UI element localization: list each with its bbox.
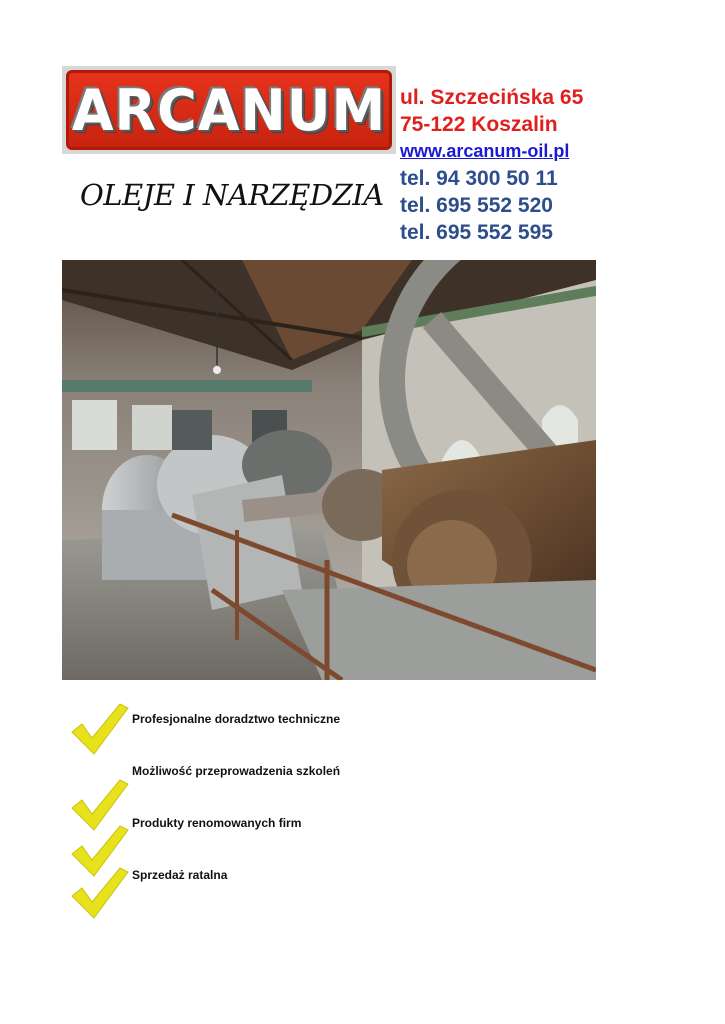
website-link[interactable]: www.arcanum-oil.pl: [400, 141, 570, 161]
benefit-label: Sprzedaż ratalna: [132, 868, 228, 882]
benefit-label: Produkty renomowanych firm: [132, 816, 302, 830]
phone-1: tel. 94 300 50 11: [400, 167, 558, 190]
contact-block: [400, 84, 583, 246]
phone-2: tel. 695 552 520: [400, 194, 553, 217]
checkmark-icon: [68, 700, 130, 756]
benefit-item: [60, 752, 460, 812]
logo-badge: [66, 70, 392, 150]
address-city: 75-122 Koszalin: [400, 113, 558, 136]
logo-text: ARCANUM: [71, 76, 387, 144]
phone-3: tel. 695 552 595: [400, 221, 553, 244]
benefit-label: Możliwość przeprowadzenia szkoleń: [132, 764, 341, 778]
tagline: OLEJE I NARZĘDZIA: [80, 178, 384, 212]
benefit-label: Profesjonalne doradztwo techniczne: [132, 712, 341, 726]
benefit-item: [60, 804, 460, 864]
benefit-item: [60, 856, 460, 916]
benefit-item: [60, 700, 460, 760]
arcanum-logo: [62, 66, 396, 154]
checkmark-icon: [68, 864, 130, 920]
address-street: ul. Szczecińska 65: [400, 86, 584, 109]
industrial-machinery-photo: [62, 260, 596, 680]
